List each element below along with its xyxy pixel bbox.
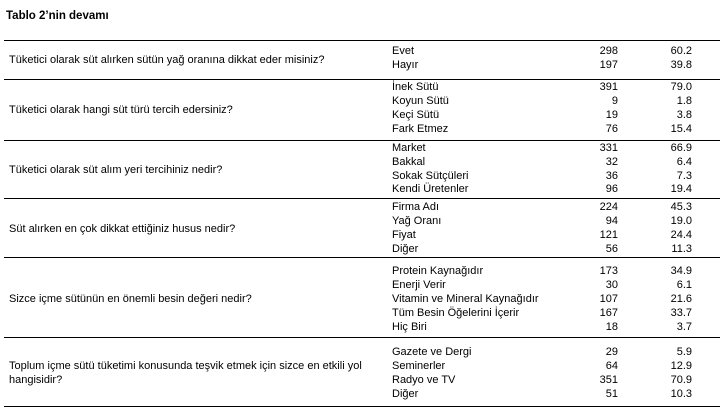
- option-percent: 1.8: [676, 95, 692, 107]
- option-percent: 79.0: [670, 81, 692, 93]
- option-label: Seminerler: [392, 360, 446, 372]
- option-percent: 19.4: [670, 183, 692, 195]
- rule-top: [4, 40, 720, 41]
- option-percent: 10.3: [670, 388, 692, 400]
- option-count: 173: [599, 265, 618, 277]
- option-label: Gazete ve Dergi: [392, 346, 472, 358]
- option-label: Tüm Besin Öğelerini İçerir: [392, 307, 520, 319]
- option-count: 107: [599, 293, 618, 305]
- option-count: 18: [605, 321, 618, 333]
- option-label: Koyun Sütü: [392, 95, 449, 107]
- question-1: Tüketici olarak süt alırken sütün yağ oranına dikkat eder misiniz?: [9, 54, 325, 66]
- question-6: Toplum içme sütü tüketimi konusunda teşvik etmek için sizce en etkili yol hangisidir?: [9, 360, 362, 386]
- option-label: Keçi Sütü: [392, 109, 440, 121]
- option-count: 32: [605, 156, 618, 168]
- option-percent: 34.9: [670, 265, 692, 277]
- option-count: 121: [599, 229, 618, 241]
- option-count: 9: [611, 95, 618, 107]
- option-label: Firma Adı: [392, 201, 440, 213]
- option-count: 224: [599, 201, 618, 213]
- option-percent: 70.9: [670, 374, 692, 386]
- option-count: 298: [599, 45, 618, 57]
- option-percent: 45.3: [670, 201, 692, 213]
- option-label: Bakkal: [392, 156, 426, 168]
- option-label: Yağ Oranı: [392, 215, 442, 227]
- option-percent: 24.4: [670, 229, 692, 241]
- option-percent: 19.0: [670, 215, 692, 227]
- option-label: Fiyat: [392, 229, 416, 241]
- option-label: Protein Kaynağıdır: [392, 265, 484, 277]
- option-count: 197: [599, 59, 618, 71]
- option-percent: 33.7: [670, 307, 692, 319]
- table-title: Tablo 2’nin devamı: [6, 10, 109, 22]
- option-percent: 12.9: [670, 360, 692, 372]
- rule-section-2: [4, 140, 720, 141]
- rule-section-4: [4, 257, 720, 258]
- option-label: Enerji Verir: [392, 279, 446, 291]
- question-4: Süt alırken en çok dikkat ettiğiniz husus nedir?: [9, 223, 236, 235]
- option-percent: 7.3: [676, 170, 692, 182]
- option-label: Diğer: [392, 243, 419, 255]
- option-percent: 3.7: [676, 321, 692, 333]
- rule-section-1: [4, 79, 720, 80]
- option-count: 94: [605, 215, 618, 227]
- option-count: 391: [599, 81, 618, 93]
- option-percent: 5.9: [676, 346, 692, 358]
- option-label: Kendi Üretenler: [392, 183, 469, 195]
- question-3: Tüketici olarak süt alım yeri tercihiniz nedir?: [9, 164, 223, 176]
- option-percent: 6.1: [676, 279, 692, 291]
- option-percent: 39.8: [670, 59, 692, 71]
- option-percent: 21.6: [670, 293, 692, 305]
- option-count: 351: [599, 374, 618, 386]
- option-percent: 60.2: [670, 45, 692, 57]
- option-label: Sokak Sütçüleri: [392, 170, 469, 182]
- option-count: 331: [599, 142, 618, 154]
- option-label: Diğer: [392, 388, 419, 400]
- option-count: 36: [605, 170, 618, 182]
- rule-section-5: [4, 337, 720, 338]
- option-label: İnek Sütü: [392, 81, 439, 93]
- option-count: 30: [605, 279, 618, 291]
- option-label: Fark Etmez: [392, 123, 449, 135]
- option-label: Radyo ve TV: [392, 374, 456, 386]
- question-2: Tüketici olarak hangi süt türü tercih edersiniz?: [9, 104, 233, 116]
- option-count: 64: [605, 360, 618, 372]
- option-count: 19: [605, 109, 618, 121]
- option-count: 56: [605, 243, 618, 255]
- option-count: 167: [599, 307, 618, 319]
- option-count: 96: [605, 183, 618, 195]
- rule-bottom: [4, 406, 720, 407]
- option-percent: 66.9: [670, 142, 692, 154]
- option-count: 76: [605, 123, 618, 135]
- option-label: Evet: [392, 45, 415, 57]
- option-percent: 11.3: [671, 243, 692, 255]
- option-label: Market: [392, 142, 426, 154]
- option-percent: 6.4: [676, 156, 692, 168]
- option-percent: 15.4: [670, 123, 692, 135]
- option-label: Vitamin ve Mineral Kaynağıdır: [392, 293, 539, 305]
- option-percent: 3.8: [676, 109, 692, 121]
- option-label: Hayır: [392, 59, 419, 71]
- question-5: Sizce içme sütünün en önemli besin değeri nedir?: [9, 293, 252, 305]
- option-count: 29: [605, 346, 618, 358]
- option-label: Hiç Biri: [392, 321, 427, 333]
- rule-section-3: [4, 198, 720, 199]
- option-count: 51: [605, 388, 618, 400]
